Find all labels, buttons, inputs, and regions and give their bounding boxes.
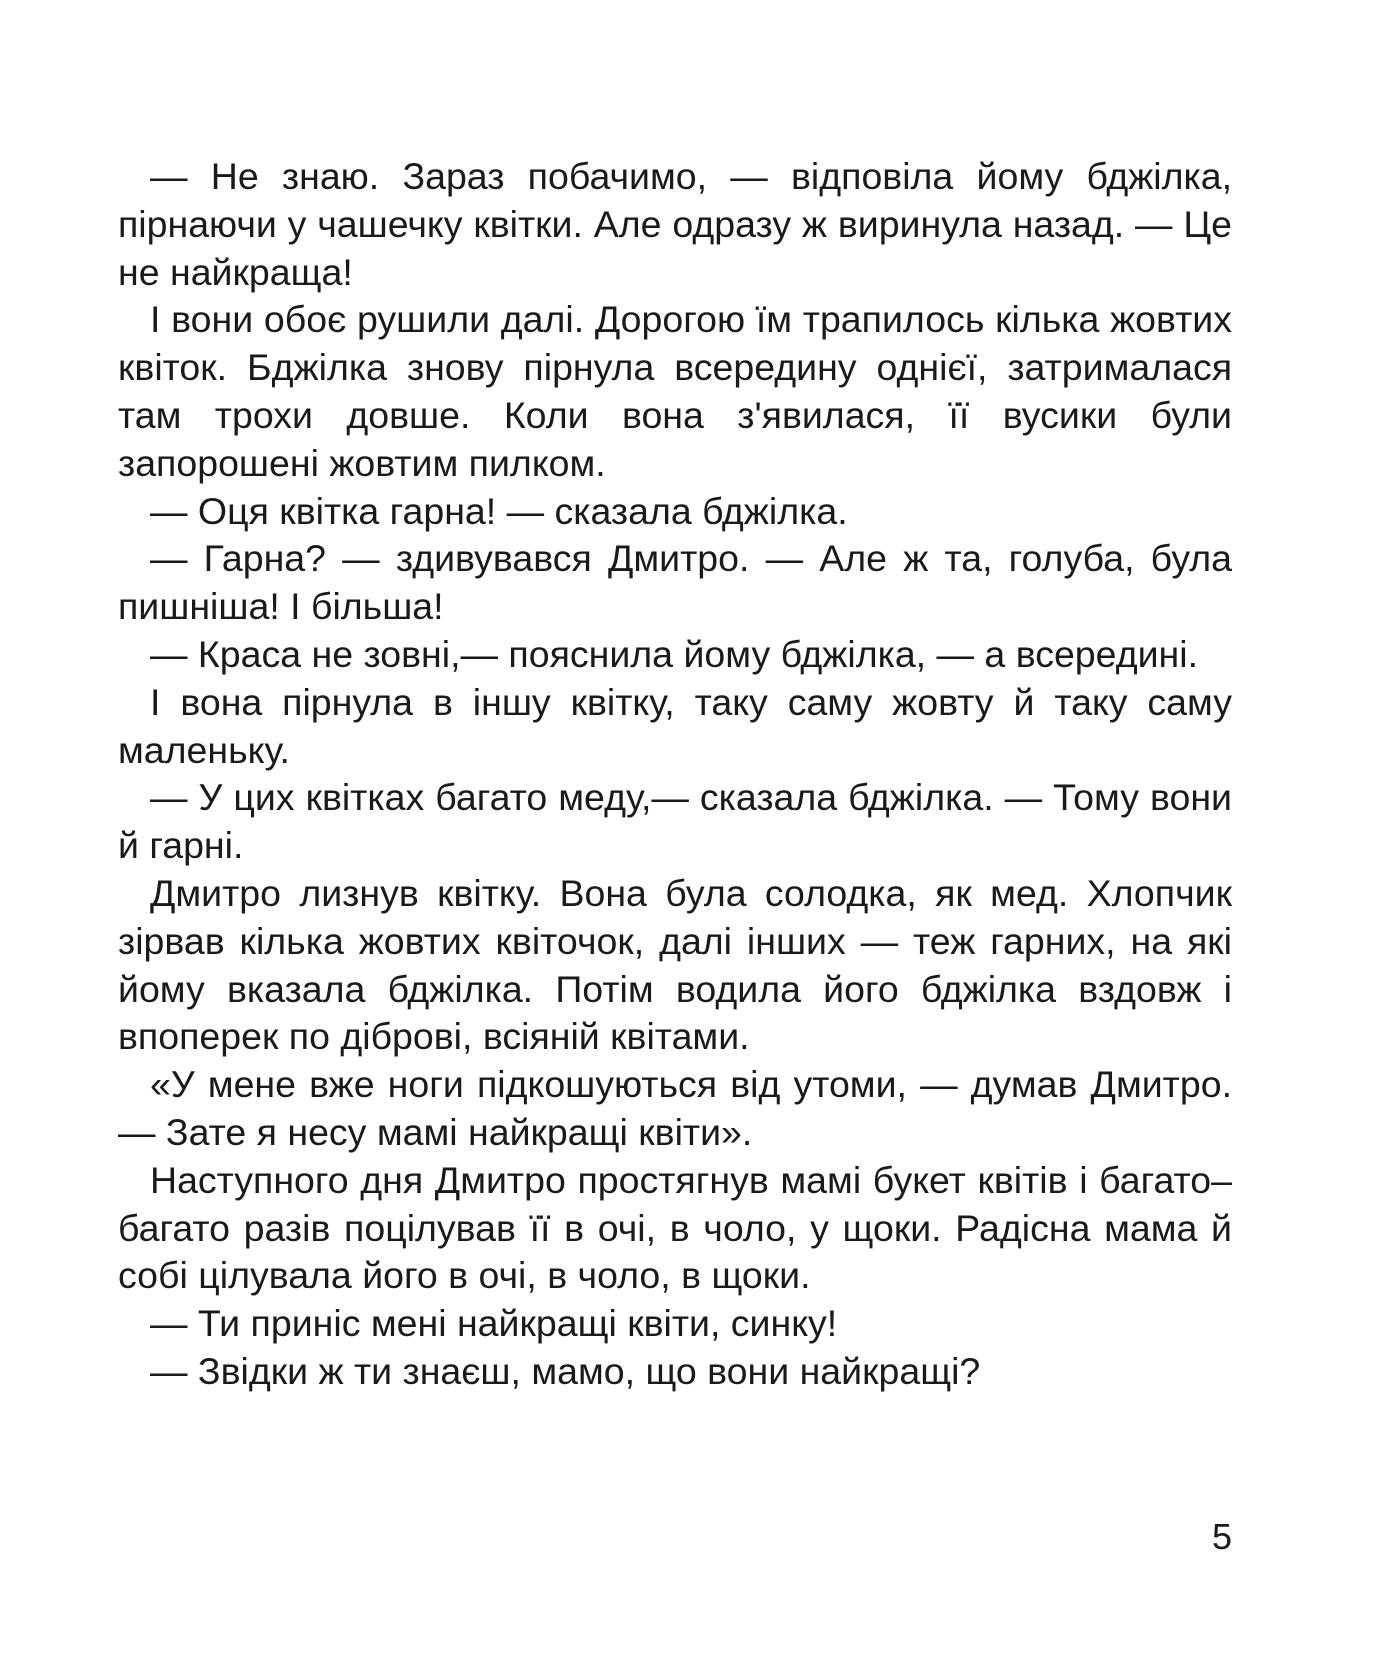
paragraph: — Гарна? — здивувався Дмитро. — Але ж та, голуба, була пишніша! І більша! bbox=[118, 537, 1232, 628]
paragraph: «У мене вже ноги підкошуються від утоми, — думав Дмитро. — Зате я несу мамі найкращі квіти». bbox=[118, 1063, 1232, 1153]
paragraph: І вони обоє рушили далі. Дорогою їм трапилось кілька жовтих квіток. Бджілка знову пірнула всередину однієї, затрималася там трохи довше. Коли вона з'явилася, її вусики були запорошені жовтим пилком. bbox=[118, 298, 1232, 484]
paragraph: — Оця квітка гарна! — сказала бджілка. bbox=[150, 489, 848, 532]
page-number: 5 bbox=[1211, 1516, 1232, 1557]
paragraph: — Краса не зовні,— пояснила йому бджілка, — а всередині. bbox=[150, 632, 1198, 675]
paragraph: — Звідки ж ти знаєш, мамо, що вони найкращі? bbox=[150, 1349, 981, 1392]
paragraph: І вона пірнула в іншу квітку, таку саму жовту й таку саму маленьку. bbox=[118, 680, 1232, 771]
paragraph: — Ти приніс мені найкращі квіти, синку! bbox=[150, 1302, 838, 1345]
paragraph: — Не знаю. Зараз побачимо, — відповіла йому бджілка, пірнаючи у чашечку квітки. Але одразу ж виринула назад. — Це не найкраща! bbox=[118, 155, 1232, 293]
paragraph: Наступного дня Дмитро простягнув мамі букет квітів і багато–багато разів поцілував її в очі, в чоло, у щоки. Радісна мама й собі цілувала його в очі, в чоло, в щоки. bbox=[118, 1158, 1232, 1297]
paragraph: Дмитро лизнув квітку. Вона була солодка, як мед. Хлопчик зірвав кілька жовтих квіточок, далі інших — теж гарних, на які йому вказала бджілка. Потім водила його бджілка вздовж і впоперек по діброві, всіяній квітами. bbox=[118, 871, 1232, 1058]
story-text bbox=[118, 153, 1232, 1396]
paragraph: — У цих квітках багато меду,— сказала бджілка. — Тому вони й гарні. bbox=[118, 776, 1232, 867]
